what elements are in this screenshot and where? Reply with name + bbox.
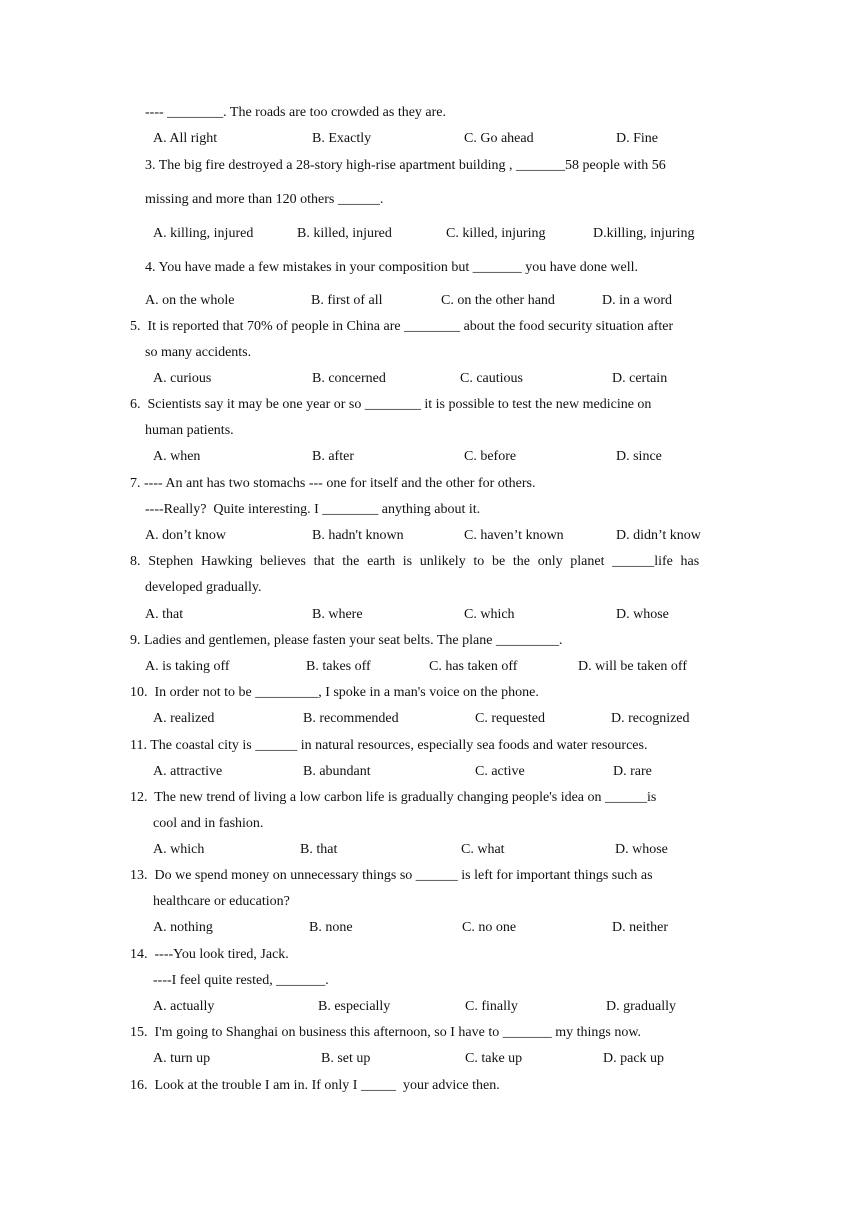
question-13-stem: 13. Do we spend money on unnecessary things so ______ is left for important things such as [130, 868, 653, 883]
question-6-stem-cont: human patients. [145, 423, 234, 438]
option-a: A. realized [153, 711, 215, 726]
option-b: B. that [300, 842, 338, 857]
question-4-stem: 4. You have made a few mistakes in your composition but _______ you have done well. [145, 260, 639, 275]
question-7-stem-cont: ----Really? Quite interesting. I ________ anything about it. [145, 502, 481, 517]
option-b: B. where [312, 607, 363, 622]
option-a: A. turn up [153, 1051, 211, 1066]
option-a: A. curious [153, 371, 212, 386]
option-c: C. take up [465, 1051, 523, 1066]
option-c: C. has taken off [429, 659, 518, 674]
option-a: A. actually [153, 999, 215, 1014]
option-b: B. after [312, 449, 354, 464]
question-5-stem: 5. It is reported that 70% of people in China are ________ about the food security situation after [130, 319, 674, 334]
option-d: D. Fine [616, 131, 658, 146]
option-a: A. that [145, 607, 184, 622]
option-a: A. is taking off [145, 659, 230, 674]
option-a: A. which [153, 842, 205, 857]
option-d: D.killing, injuring [593, 226, 695, 241]
option-b: B. Exactly [312, 131, 372, 146]
option-a: A. don’t know [145, 528, 227, 543]
option-a: A. when [153, 449, 201, 464]
option-b: B. abundant [303, 764, 371, 779]
option-d: D. didn’t know [616, 528, 701, 543]
option-a: A. killing, injured [153, 226, 254, 241]
option-c: C. haven’t known [464, 528, 564, 543]
question-15-stem: 15. I'm going to Shanghai on business this afternoon, so I have to _______ my things now. [130, 1025, 642, 1040]
option-c: C. requested [475, 711, 545, 726]
option-d: D. will be taken off [578, 659, 687, 674]
option-c: C. Go ahead [464, 131, 534, 146]
option-b: B. set up [321, 1051, 371, 1066]
option-d: D. since [616, 449, 662, 464]
option-d: D. in a word [602, 293, 672, 308]
option-d: D. rare [613, 764, 652, 779]
question-5-stem-cont: so many accidents. [145, 345, 252, 360]
option-b: B. hadn't known [312, 528, 404, 543]
question-12-stem-cont: cool and in fashion. [153, 816, 264, 831]
question-9-stem: 9. Ladies and gentlemen, please fasten your seat belts. The plane _________. [130, 633, 563, 648]
option-a: A. on the whole [145, 293, 235, 308]
question-10-stem: 10. In order not to be _________, I spoke in a man's voice on the phone. [130, 685, 539, 700]
question-16-stem: 16. Look at the trouble I am in. If only I _____ your advice then. [130, 1078, 500, 1093]
question-14-stem-cont: ----I feel quite rested, _______. [153, 973, 329, 988]
option-c: C. cautious [460, 371, 523, 386]
option-b: B. none [309, 920, 353, 935]
question-6-stem: 6. Scientists say it may be one year or so ________ it is possible to test the new medicine on [130, 397, 652, 412]
option-b: B. recommended [303, 711, 399, 726]
option-c: C. before [464, 449, 517, 464]
option-d: D. whose [616, 607, 669, 622]
option-c: C. active [475, 764, 525, 779]
option-c: C. finally [465, 999, 518, 1014]
question-8-stem: 8. Stephen Hawking believes that the earth is unlikely to be the only planet ______life has [130, 554, 700, 569]
option-d: D. neither [612, 920, 668, 935]
option-d: D. certain [612, 371, 668, 386]
option-c: C. what [461, 842, 505, 857]
question-13-stem-cont: healthcare or education? [153, 894, 290, 909]
option-b: B. takes off [306, 659, 371, 674]
option-a: A. All right [153, 131, 218, 146]
question-8-stem-cont: developed gradually. [145, 580, 262, 595]
option-d: D. whose [615, 842, 668, 857]
option-b: B. concerned [312, 371, 386, 386]
question-2-answer-line: ---- ________. The roads are too crowded as they are. [145, 105, 447, 120]
question-3-stem: 3. The big fire destroyed a 28-story high-rise apartment building , _______58 people with 56 [145, 158, 666, 173]
option-d: D. pack up [603, 1051, 665, 1066]
option-b: B. especially [318, 999, 391, 1014]
question-3-stem-cont: missing and more than 120 others ______. [145, 192, 384, 207]
question-11-stem: 11. The coastal city is ______ in natural resources, especially sea foods and water resources. [130, 738, 648, 753]
question-7-stem: 7. ---- An ant has two stomachs --- one for itself and the other for others. [130, 476, 536, 491]
question-12-stem: 12. The new trend of living a low carbon life is gradually changing people's idea on ______is [130, 790, 657, 805]
option-c: C. killed, injuring [446, 226, 546, 241]
question-14-stem: 14. ----You look tired, Jack. [130, 947, 289, 962]
option-d: D. recognized [611, 711, 690, 726]
option-b: B. first of all [311, 293, 383, 308]
option-c: C. which [464, 607, 515, 622]
option-d: D. gradually [606, 999, 676, 1014]
option-b: B. killed, injured [297, 226, 392, 241]
option-a: A. attractive [153, 764, 223, 779]
option-a: A. nothing [153, 920, 213, 935]
option-c: C. no one [462, 920, 517, 935]
option-c: C. on the other hand [441, 293, 555, 308]
